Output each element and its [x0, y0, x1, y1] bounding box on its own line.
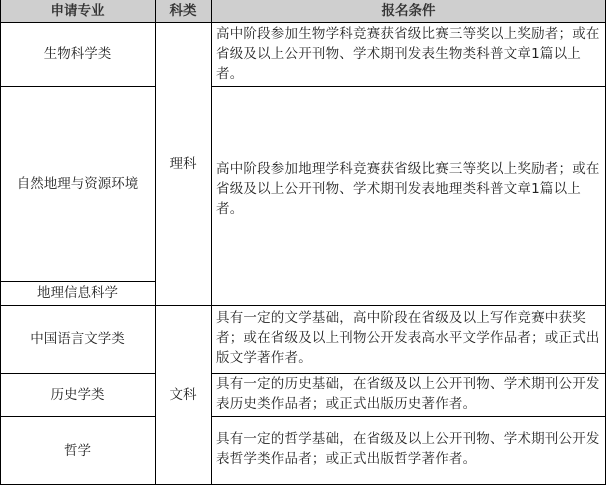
major-cell: 地理信息科学: [37, 285, 118, 301]
condition-cell: 高中阶段参加地理学科竞赛获省级比赛三等奖以上奖励者；或在省级及以上公开刊物、学术期刊发表地理类科普文章1篇以上者。: [216, 161, 600, 217]
major-label: 自然地理与资源环境: [16, 175, 139, 192]
row-divider: [211, 86, 606, 87]
row-divider: [0, 86, 155, 87]
row-divider: [0, 373, 155, 374]
header-major: 申请专业: [0, 0, 155, 22]
row-divider: [211, 416, 606, 417]
condition-cell: 具有一定的文学基础，高中阶段在省级及以上写作竞赛中获奖者；或在省级及以上刊物公开发表高水平文学作品者；或正式出版文学著作者。: [216, 310, 600, 366]
col-divider: [211, 0, 212, 485]
row-divider: [0, 416, 155, 417]
header-divider: [0, 22, 606, 23]
row-divider: [211, 373, 606, 374]
category-cell-arts: 文科: [169, 387, 197, 403]
major-cell: [0, 86, 155, 281]
major-cell: 历史学类: [50, 386, 105, 403]
category-cell-science: 理科: [169, 155, 197, 172]
row-divider: [0, 281, 155, 282]
table-border-left: [0, 0, 1, 485]
major-cell: 哲学: [64, 442, 91, 459]
condition-cell: 具有一定的历史基础，在省级及以上公开刊物、学术期刊公开发表历史类作品者；或正式出版历史著作者。: [216, 376, 600, 412]
row-divider: [0, 305, 606, 306]
header-category: 科类: [155, 0, 211, 22]
col-divider: [155, 0, 156, 485]
major-cell: 中国语言文学类: [30, 331, 125, 347]
condition-cell: 具有一定的哲学基础，在省级及以上公开刊物、学术期刊公开发表哲学类作品者；或正式出版哲学著作者。: [216, 431, 600, 467]
header-conditions: 报名条件: [211, 0, 606, 22]
condition-cell: 高中阶段参加生物学科竞赛获省级比赛三等奖以上奖励者；或在省级及以上公开刊物、学术期刊发表生物类科普文章1篇以上者。: [216, 26, 600, 82]
major-cell: 生物科学类: [43, 46, 112, 62]
